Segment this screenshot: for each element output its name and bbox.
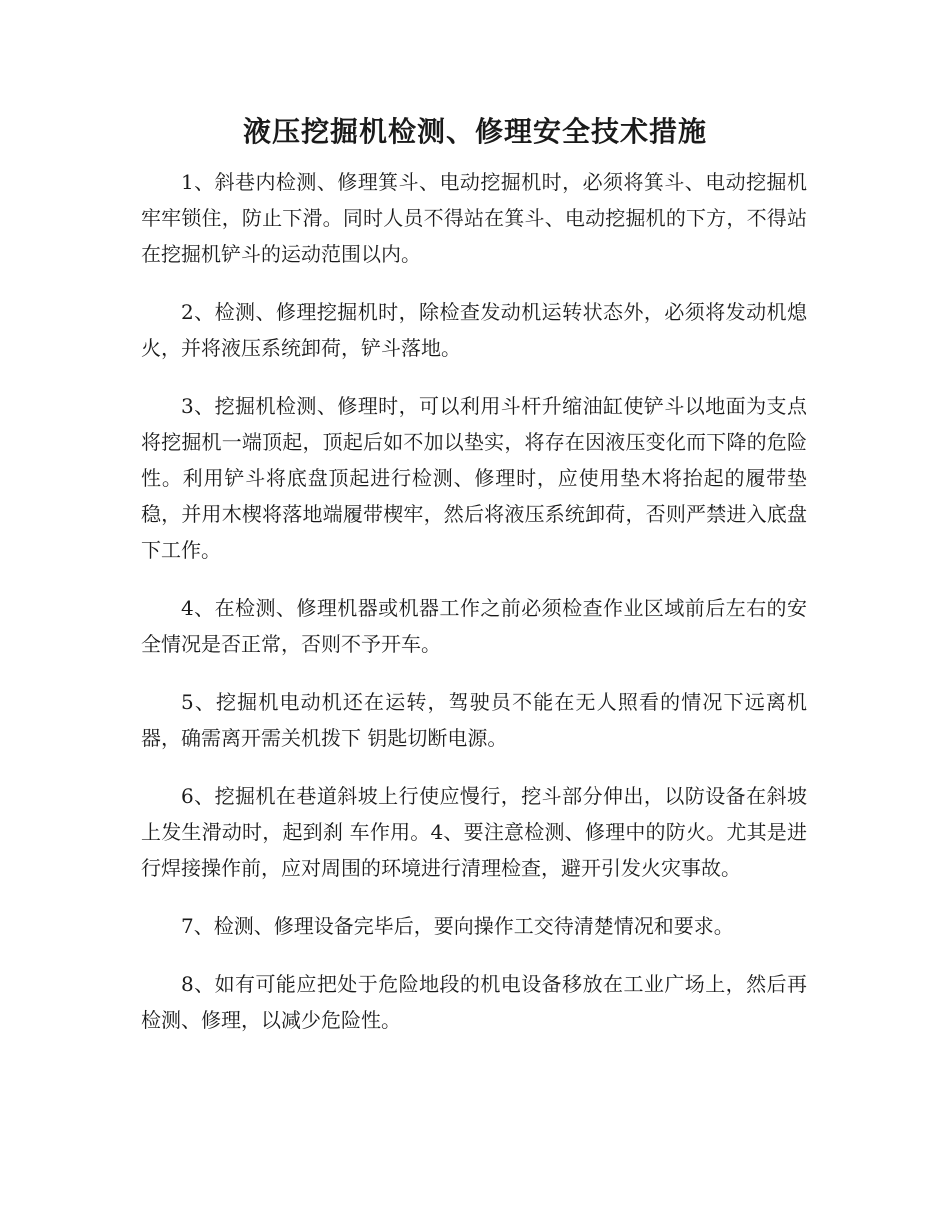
paragraph-1: 1、斜巷内检测、修理箕斗、电动挖掘机时，必须将箕斗、电动挖掘机牢牢锁住，防止下滑。同时人员不得站在箕斗、电动挖掘机的下方，不得站在挖掘机铲斗的运动范围以内。 [141, 170, 807, 266]
paragraph-5: 5、挖掘机电动机还在运转，驾驶员不能在无人照看的情况下远离机器，确需离开需关机拨下 钥匙切断电源。 [141, 690, 807, 750]
document-body [141, 164, 807, 1060]
paragraph-3: 3、挖掘机检测、修理时，可以利用斗杆升缩油缸使铲斗以地面为支点将挖掘机一端顶起，顶起后如不加以垫实，将存在因液压变化而下降的危险性。利用铲斗将底盘顶起进行检测、修理时，应使用垫木将抬起的履带垫稳，并用木楔将落地端履带楔牢，然后将液压系统卸荷，否则严禁进入底盘下工作。 [141, 394, 807, 562]
paragraph-7: 7、检测、修理设备完毕后，要向操作工交待清楚情况和要求。 [181, 914, 734, 938]
document-title: 液压挖掘机检测、修理安全技术措施 [242, 115, 707, 148]
paragraph-4: 4、在检测、修理机器或机器工作之前必须检查作业区域前后左右的安全情况是否正常，否则不予开车。 [141, 596, 807, 656]
paragraph-8: 8、如有可能应把处于危险地段的机电设备移放在工业广场上，然后再检测、修理，以减少危险性。 [141, 972, 807, 1032]
paragraph-2: 2、检测、修理挖掘机时，除检查发动机运转状态外，必须将发动机熄火，并将液压系统卸荷，铲斗落地。 [141, 300, 807, 360]
paragraph-6: 6、挖掘机在巷道斜坡上行使应慢行，挖斗部分伸出，以防设备在斜坡上发生滑动时，起到刹 车作用。4、要注意检测、修理中的防火。尤其是进行焊接操作前，应对周围的环境进行清理检查，避开引发火灾事故。 [141, 784, 807, 880]
